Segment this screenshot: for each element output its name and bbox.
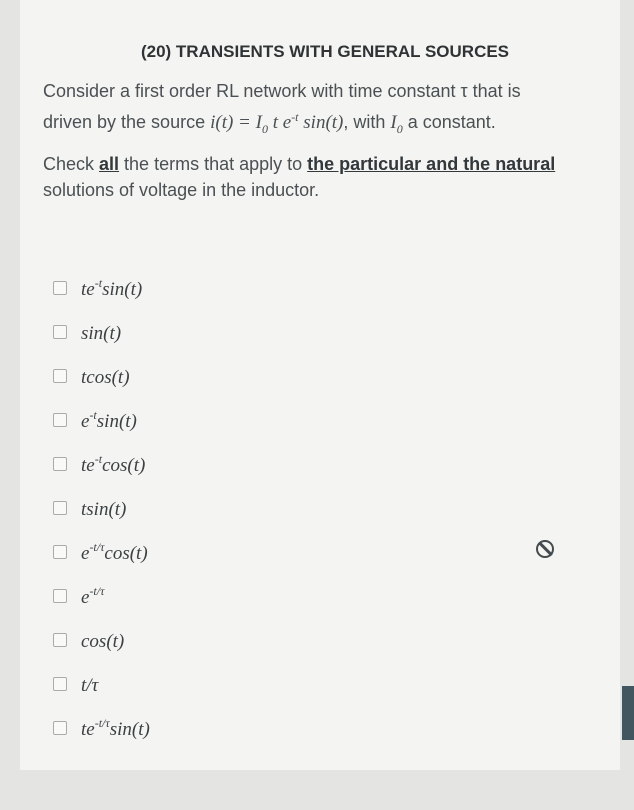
intro-line-1: Consider a first order RL network with time constant τ that is [43, 81, 521, 101]
emphasis-all: all [99, 154, 120, 174]
instruction-line-2: solutions of voltage in the inductor. [43, 180, 320, 200]
answer-option[interactable] [53, 538, 148, 566]
checkbox[interactable] [53, 633, 67, 647]
checkbox[interactable] [53, 325, 67, 339]
checkbox[interactable] [53, 413, 67, 427]
answer-option[interactable] [53, 406, 137, 434]
option-label: $e^{-t/\tau}$ [81, 583, 105, 608]
question-card [20, 0, 620, 770]
emphasis-solutions: the particular and the natural [307, 154, 556, 174]
answer-option[interactable] [53, 670, 98, 698]
answer-option[interactable] [53, 274, 142, 302]
checkbox[interactable] [53, 369, 67, 383]
option-label: t/τ [81, 674, 99, 696]
answer-option[interactable] [53, 714, 150, 742]
window-edge-tab [622, 686, 634, 740]
option-label: $e^{-t/\tau}\cos(t)$ [81, 539, 148, 564]
option-label: cos(t) [81, 630, 125, 652]
checkbox[interactable] [53, 721, 67, 735]
answer-option[interactable] [53, 362, 130, 390]
answer-option[interactable] [53, 582, 104, 610]
option-label: tsin(t) [81, 498, 127, 520]
option-label: $te^{-t/\tau}\sin(t)$ [81, 715, 150, 740]
option-label: $te^{-t}\cos(t)$ [81, 451, 146, 476]
checkbox[interactable] [53, 281, 67, 295]
checkbox[interactable] [53, 545, 67, 559]
not-allowed-icon [536, 540, 554, 558]
i0-symbol: $I_0$ [390, 112, 403, 136]
option-label: $te^{-t}\sin(t)$ [81, 275, 143, 300]
option-label: $e^{-t}\sin(t)$ [81, 407, 137, 432]
answer-option[interactable] [53, 450, 145, 478]
answer-option[interactable] [53, 318, 121, 346]
answer-option[interactable] [53, 626, 124, 654]
checkbox[interactable] [53, 501, 67, 515]
option-label: tcos(t) [81, 366, 130, 388]
question-title: (20) TRANSIENTS WITH GENERAL SOURCES [140, 42, 510, 61]
answer-option[interactable] [53, 494, 126, 522]
checkbox[interactable] [53, 589, 67, 603]
source-expression: $i(t) = I_0$ t $e^{-t}$ sin(t) [210, 110, 344, 136]
option-label: sin(t) [81, 322, 122, 344]
intro-line-2: driven by the source $i(t) = I_0$ t $e^{-t}$ sin(t), with $I_0$ a constant. [43, 110, 496, 136]
checkbox[interactable] [53, 677, 67, 691]
instruction-line-1: Check all the terms that apply to the particular and the natural [43, 154, 556, 174]
checkbox[interactable] [53, 457, 67, 471]
